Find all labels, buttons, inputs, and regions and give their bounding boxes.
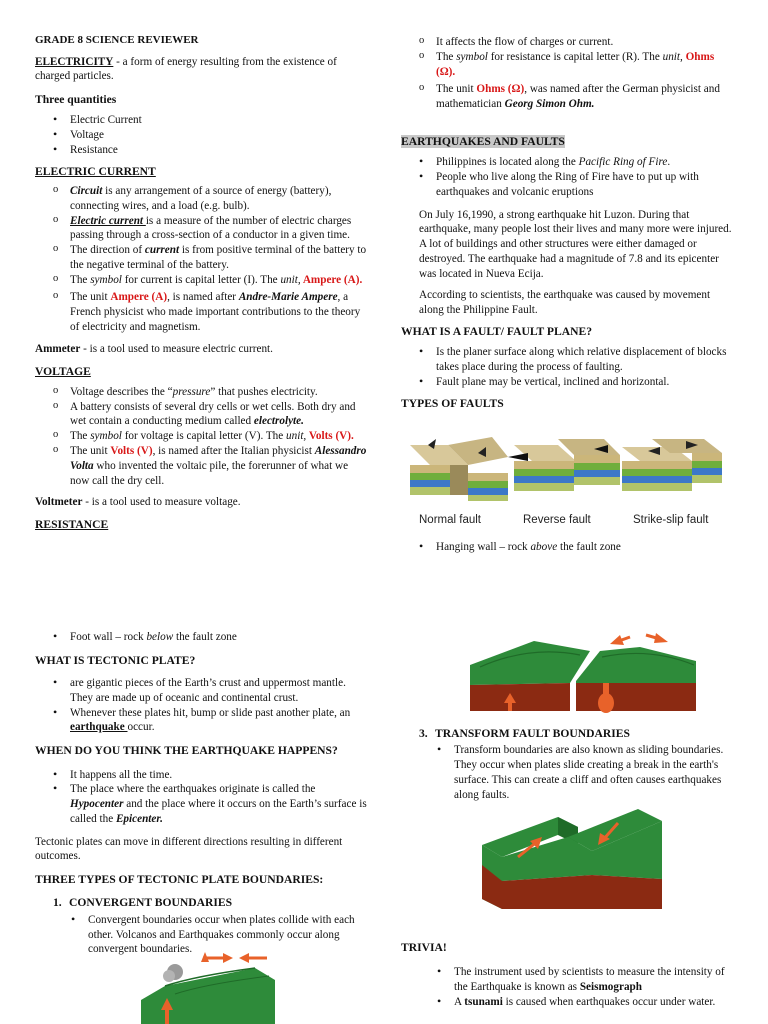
list-item: • Transform boundaries are also known as sliding boundaries. They occur when plates slide creating a break in the earth's surface. This can create a cliff and often causes earthquakes along faults. — [401, 743, 736, 802]
earthquakes-list — [401, 155, 736, 199]
hanging-wall-list — [401, 540, 736, 555]
list-item: o The symbol for voltage is capital letter (V). The unit, Volts (V). — [35, 429, 370, 444]
electric-current-heading: ELECTRIC CURRENT — [35, 164, 156, 178]
voltmeter-definition: Voltmeter - is a tool used to measure voltage. — [35, 496, 241, 509]
normal-fault-diagram — [410, 437, 508, 501]
reverse-fault-diagram — [508, 439, 620, 491]
trivia-heading: TRIVIA! — [401, 941, 447, 954]
three-quantities-list — [35, 113, 370, 157]
fault-plane-heading: WHAT IS A FAULT/ FAULT PLANE? — [401, 325, 593, 339]
transform-heading: 3. TRANSFORM FAULT BOUNDARIES — [419, 727, 630, 740]
resistance-heading: RESISTANCE — [35, 518, 109, 532]
list-item: o It affects the flow of charges or current. — [401, 35, 736, 50]
electric-current-list — [35, 184, 370, 335]
list-item: • Foot wall – rock below the fault zone — [35, 630, 370, 645]
list-item: • Whenever these plates hit, bump or slide past another plate, an earthquake occur. — [35, 706, 370, 736]
list-item: o Voltage describes the “pressure” that pushes electricity. — [35, 385, 370, 400]
normal-fault-caption: Normal fault — [419, 514, 481, 526]
right-column-top — [401, 35, 736, 411]
tectonic-plate-heading: WHAT IS TECTONIC PLATE? — [35, 653, 196, 667]
convergent-boundary-figure — [135, 950, 275, 1024]
earthquakes-heading: EARTHQUAKES AND FAULTS — [401, 134, 565, 148]
three-types-heading: THREE TYPES OF TECTONIC PLATE BOUNDARIES: — [35, 873, 324, 887]
right-column-bottom — [401, 726, 736, 802]
hanging-wall-section — [401, 540, 736, 555]
list-item: o The unit Volts (V), is named after the Italian physicist Alessandro Volta who invented the voltaic pile, the forerunner of what we now call the dry cell. — [35, 444, 370, 488]
list-item: o Electric current is a measure of the number of electric charges passing through a cross-section of a conductor in a given time. — [35, 214, 370, 244]
foot-wall-list — [35, 630, 370, 645]
transform-boundary-figure — [478, 805, 668, 915]
luzon-paragraph: On July 16,1990, a strong earthquake hit Luzon. During that earthquake, many people lost their lives and many more were injured. A lot of buildings and other structures were either damaged or destroyed. The earthquake had a magnitude of 7.8 and its epicenter was located in Nueva Ecija. — [419, 208, 732, 280]
electricity-definition: ELECTRICITY - a form of energy resulting from the existence of charged particles. — [35, 55, 337, 83]
divergent-boundary-figure — [470, 625, 710, 715]
tectonic-plate-list — [35, 676, 370, 735]
trivia-list — [401, 965, 736, 1009]
list-item: o The unit Ohms (Ω), was named after the German physicist and mathematician Georg Simon Ohm. — [401, 82, 736, 112]
list-item: o The unit Ampere (A), is named after Andre-Marie Ampere, a French physicist who made important contributions to the theory of electricity and magnetism. — [35, 290, 370, 334]
list-item: • Hanging wall – rock above the fault zone — [401, 540, 736, 555]
doc-title: GRADE 8 SCIENCE REVIEWER — [35, 34, 199, 46]
plates-move-paragraph: Tectonic plates can move in different directions resulting in different outcomes. — [35, 835, 343, 863]
ammeter-definition: Ammeter - is a tool used to measure electric current. — [35, 342, 273, 355]
list-item: • Philippines is located along the Pacific Ring of Fire. — [401, 155, 736, 170]
list-item: • are gigantic pieces of the Earth’s crust and uppermost mantle. They are made up of oceanic and continental crust. — [35, 676, 370, 706]
list-item: • It happens all the time. — [35, 768, 370, 783]
list-item: • Resistance — [35, 143, 370, 158]
list-item: • The instrument used by scientists to measure the intensity of the Earthquake is known as Seismograph — [401, 965, 736, 995]
voltage-list — [35, 385, 370, 488]
list-item: • Fault plane may be vertical, inclined and horizontal. — [401, 375, 736, 390]
fault-types-figure — [408, 425, 733, 533]
resistance-list — [401, 35, 736, 112]
list-item: • People who live along the Ring of Fire have to put up with earthquakes and volcanic eruptions — [401, 170, 736, 200]
when-earthquake-heading: WHEN DO YOU THINK THE EARTHQUAKE HAPPENS? — [35, 744, 338, 758]
trivia-section — [401, 940, 736, 1010]
strike-slip-fault-caption: Strike-slip fault — [633, 514, 709, 526]
voltage-heading: VOLTAGE — [35, 364, 91, 378]
list-item: • A tsunami is caused when earthquakes occur under water. — [401, 995, 736, 1010]
list-item: • Electric Current — [35, 113, 370, 128]
list-item: o A battery consists of several dry cells or wet cells. Both dry and wet contain a conducting medium called electrolyte. — [35, 400, 370, 430]
left-column-top — [35, 33, 370, 532]
three-quantities-heading: Three quantities — [35, 93, 117, 107]
list-item: • The place where the earthquakes originate is called the Hypocenter and the place where it occurs on the Earth’s surface is called the Epicenter. — [35, 782, 370, 826]
list-item: • Convergent boundaries occur when plates collide with each other. Volcanos and Earthquakes commonly occur along convergent boundaries. — [35, 913, 370, 957]
fault-plane-list — [401, 345, 736, 389]
list-item: o The symbol for resistance is capital letter (R). The unit, Ohms (Ω). — [401, 50, 736, 80]
types-of-faults-heading: TYPES OF FAULTS — [401, 396, 504, 410]
philippine-fault-paragraph: According to scientists, the earthquake was caused by movement along the Philippine Fault. — [419, 289, 711, 317]
when-earthquake-list — [35, 768, 370, 827]
list-item: o The symbol for current is capital letter (I). The unit, Ampere (A). — [35, 273, 370, 288]
transform-list — [401, 743, 736, 802]
list-item: • Voltage — [35, 128, 370, 143]
reverse-fault-caption: Reverse fault — [523, 514, 591, 526]
left-column-bottom — [35, 630, 370, 957]
list-item: o The direction of current is from positive terminal of the battery to the negative terminal of the battery. — [35, 243, 370, 273]
convergent-heading: 1. CONVERGENT BOUNDARIES — [53, 896, 233, 910]
strike-slip-fault-diagram — [622, 439, 722, 491]
list-item: • Is the planer surface along which relative displacement of blocks takes place during the process of faulting. — [401, 345, 736, 375]
list-item: o Circuit is any arrangement of a source of energy (battery), connecting wires, and a load (e.g. bulb). — [35, 184, 370, 214]
